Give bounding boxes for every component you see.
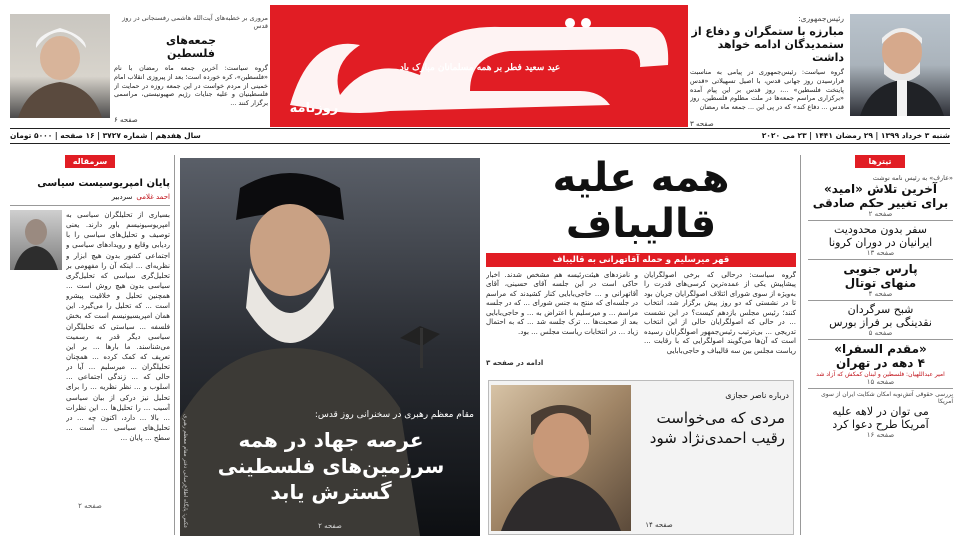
top-left-body: گروه سیاست: آخرین جمعه ماه رمضان با نام «فلسطین»، کره خورده است؛ بعد از پیروزی انقلاب امام خمینی از مردم خواست در این جمعه روزه در حمایت از فلسطینیان و علیه جنایات رژیم صهیونیستی، مراسمی برگزار کنند ... <box>114 64 268 108</box>
sidebar-item-5-page: صفحه ۱۵ <box>866 378 895 386</box>
sidebar-item-4-title-2: نقدینگی بر فراز بورس <box>829 316 932 329</box>
top-right-kicker: رئیس‌جمهوری: <box>798 14 844 23</box>
editorial-body-wrap <box>10 210 170 500</box>
sidebar-item-1-kicker: «عارف» به رئیس نامه نوشت <box>872 174 953 182</box>
sidebar-item-3[interactable] <box>808 262 953 298</box>
logo-box <box>270 5 688 127</box>
main-col-2: و نامزدهای هیئت‌رئیسه هم مشخص شدند. اخبار حاکی است در این جلسه آقای حسینی، آقای آقاتهرانی و ... حاجی‌بابایی کنار کشیدند که مراسم در جلسه‌ای که منتج به جنس شورای ... که در جلسه مراسم ... و میرسلیم با اعتراض به ... و حاجی‌بابایی بعد از صحبت‌ها ... ترک جلسه شد ... که به احتمال زیاد ... در انتخابات ریاست مجلس ... بود. <box>486 271 638 336</box>
rouhani-photo <box>850 14 950 116</box>
top-left-page: صفحه ۶ <box>114 116 138 124</box>
portrait-rouhani-icon <box>850 14 950 116</box>
sidebar-item-5-title-2: ۴ دهه در تهران <box>836 356 925 370</box>
author-avatar-icon <box>10 210 62 270</box>
hejazi-photo <box>491 385 631 531</box>
feature-line-1: عرصه جهاد در همه <box>238 428 424 452</box>
sidebar-divider-1 <box>808 220 953 221</box>
editorial[interactable] <box>10 155 170 540</box>
editorial-byline <box>10 193 170 201</box>
main-page: ادامه در صفحه ۳ <box>486 359 544 367</box>
sidebar-divider-5 <box>808 388 953 389</box>
editorial-author: احمد غلامی <box>136 193 170 201</box>
feature-kicker: مقام معظم رهبری در سخنرانی روز قدس: <box>314 410 474 420</box>
sidebar-item-3-title-1: پارس جنوبی <box>843 262 918 276</box>
feature-line-2: سرزمین‌های فلسطینی <box>217 454 445 478</box>
sidebar-item-3-page: صفحه ۴ <box>868 290 893 298</box>
main-columns <box>486 271 796 359</box>
logo-prefix: روزنامه <box>289 101 339 116</box>
sidebar-item-2-page: صفحه ۱۳ <box>866 249 895 257</box>
main-headline-1: همه علیه <box>552 155 730 201</box>
sidebar-item-6-title-1: می توان در لاهه علیه <box>832 405 929 418</box>
top-left-story[interactable] <box>114 14 268 124</box>
hashemi-photo <box>10 14 110 118</box>
sidebar-item-1-title-2: برای تغییر حکم صادقی <box>812 196 949 210</box>
sidebar-section-label: تیترها <box>868 157 892 166</box>
top-left-title-1: جمعه‌های <box>165 34 217 47</box>
sidebar-item-5-title-1: «مقدم السفرا» <box>834 342 927 356</box>
interview-kicker: درباره ناصر حجازی <box>725 391 789 400</box>
editorial-section-label: سرمقاله <box>72 157 108 166</box>
sidebar-item-1-page: صفحه ۲ <box>868 210 893 218</box>
editorial-section-tab <box>65 155 115 168</box>
sidebar-item-6-kicker: بررسی حقوقی آتش‌نوبه امکان شکایت ایران از سوی آمریکا <box>821 391 953 405</box>
top-right-page: صفحه ۳ <box>690 120 714 128</box>
editorial-separator <box>174 155 175 535</box>
sidebar-item-6[interactable] <box>808 391 953 439</box>
sidebar-item-2-title-1: سفر بدون محدودیت <box>834 223 927 236</box>
sidebar-item-2[interactable] <box>808 223 953 257</box>
main-subhead-bar <box>486 253 796 267</box>
sidebar-item-4-page: صفحه ۵ <box>868 329 893 337</box>
sidebar-item-6-page: صفحه ۱۶ <box>866 431 895 439</box>
main-subhead: قهر میرسلیم و حمله آقاتهرانی به قالیباف <box>552 255 730 265</box>
editorial-title: پایان امپریوسیست سیاسی <box>37 178 170 189</box>
interview-title-1: مردی که می‌خواست <box>656 409 785 427</box>
sidebar-item-1-title-1: آخرین تلاش «امید» <box>824 182 937 196</box>
top-right-story[interactable] <box>690 14 844 128</box>
masthead <box>0 0 960 150</box>
interview-page: صفحه ۱۴ <box>645 521 673 529</box>
year-issue: سال هفدهم | شماره ۳۷۲۷ | ۱۶ صفحه | ۵۰۰۰ تومان <box>10 131 201 140</box>
feature-credit: عکس: پایگاه اطلاع‌رسانی دفتر مقام معظم رهبری <box>182 413 188 528</box>
editorial-divider <box>10 205 170 206</box>
sidebar-item-2-title-2: ایرانیان در دوران کرونا <box>828 236 933 249</box>
portrait-hejazi-icon <box>491 385 631 531</box>
sidebar-item-4-title-1: شبح سرگردان <box>847 303 914 316</box>
masthead-rule-top <box>10 128 950 129</box>
feature-page: صفحه ۲ <box>318 522 342 530</box>
masthead-rule-bottom <box>10 143 950 144</box>
date-line: شنبه ۳ خرداد ۱۳۹۹ | ۲۹ رمضان ۱۴۴۱ | ۲۳ می ۲۰۲۰ <box>761 131 950 140</box>
sidebar-item-5[interactable] <box>808 342 953 386</box>
sidebar-item-1[interactable] <box>808 174 953 218</box>
main-story[interactable] <box>486 155 796 375</box>
eid-greeting: عید سعید فطر بر همه مسلمانان مبارک باد <box>399 63 561 73</box>
feature-line-3: گسترش یابد <box>270 480 392 504</box>
sidebar-item-3-title-2: منهای توتال <box>844 276 917 290</box>
editorial-author-photo <box>10 210 62 270</box>
sidebar-divider-4 <box>808 339 953 340</box>
top-left-title-2: فلسطین <box>167 47 215 60</box>
top-left-kicker: مروری بر خطبه‌های آیت‌الله هاشمی رفسنجانی در روز قدس <box>122 14 268 30</box>
sidebar-divider-2 <box>808 259 953 260</box>
top-right-title-2: ستمدیدگان ادامه خواهد داشت <box>717 38 844 64</box>
sidebar-item-5-note: امیر عبداللهیان: فلسطین و لبنان کمکش که آزاد شد <box>816 371 945 378</box>
top-right-body: گروه سیاست: رئیس‌جمهوری در پیامی به مناسبت فرارسیدن روز جهانی قدس، با اصیل تسهیلاتی «قدس پایتخت فلسطین» ...، روز قدس بر این پیام آمده «برکزاری مراسم جمعه‌ها در ملت مظلوم فلسطین، روز قدس ... دفاع کند» که در پی این ... جمعه ماه رمضان <box>690 68 844 112</box>
main-headline-2: قالیباف <box>565 201 717 247</box>
logo-text <box>270 5 271 6</box>
sidebar-divider-3 <box>808 300 953 301</box>
main-col-1: گروه سیاست: درحالی که برخی اصولگرایان پیشاپیش یکی از عمده‌ترین کرسی‌های قدرت را به‌ویژه از سوی شورای ائتلاف اصولگرایان جریان بود تا در نشستی که دو روز پیش برگزار شد، انتخاب کنند؛ رئیس مجلس یازدهم کیست؟ در این نشست ... در حالی که اصولگرایان حالی از این انتخاب تدریجی ... بی‌ترتیب رئیس‌جمهور اصولگرایان رسیده است که آن‌ها می‌گویند اصولگرایی که با رقابت ... ریاست مجلس بین سه قالیباف و حاجی‌بابایی <box>644 271 796 355</box>
sidebar-item-4[interactable] <box>808 303 953 337</box>
portrait-hashemi-icon <box>10 14 110 118</box>
top-right-title-1: مبارزه با ستمگران و دفاع از <box>691 25 844 38</box>
sidebar-section-tab <box>855 155 905 168</box>
editorial-author-role: سردبیر <box>111 193 133 201</box>
editorial-page: صفحه ۲ <box>78 502 102 510</box>
sidebar-separator <box>800 155 801 535</box>
sidebar-item-6-title-2: آمریکا طرح دعوا کرد <box>832 418 929 431</box>
editorial-body: بسیاری از تحلیلگران سیاسی به امپریوسیونیسم باور دارند. یعنی توصیف و تحلیل‌های سیاسی را با ردیابی وقایع و رویدادهای سیاسی و اجتماعی کشور بدون هیچ ابزار و نظریه‌ای ... اینکه آن را مفهومی بر تحلیل‌گری سیاسی که تحلیل‌گری سیاسی بدون هیچ روش است ... همچنین تحلیل و خلاقیت پیشرو است ... که تحلیل را می‌گیرد. این همان امپریسیونیسم است که بخش فلسفه ... سیاستی که تحلیلگر‌ان سیاسی دیگر قدر به رسمیت می‌شناسند. ما بارها ... بر این تعریف که کمک کرده ... همچنان تحلیلگران ... میرسلیم ... آیا در حالی که ... زندگی اجتماعی ... اسلوب و ... نظر نظریه ... را برای تحلیل نیز درکی از بیان سیاسی آسیب ... را تحلیل‌ها ... این نظرات ... بالا ... دارد، اکنون چه ... در تحلیل‌های سیاسی ... است ... سطح ... پایان ... <box>66 211 170 443</box>
feature-box[interactable] <box>180 158 480 536</box>
interview-box[interactable] <box>488 380 794 535</box>
interview-title-2: رقیب احمدی‌نژاد شود <box>649 429 785 447</box>
sidebar <box>808 155 953 540</box>
